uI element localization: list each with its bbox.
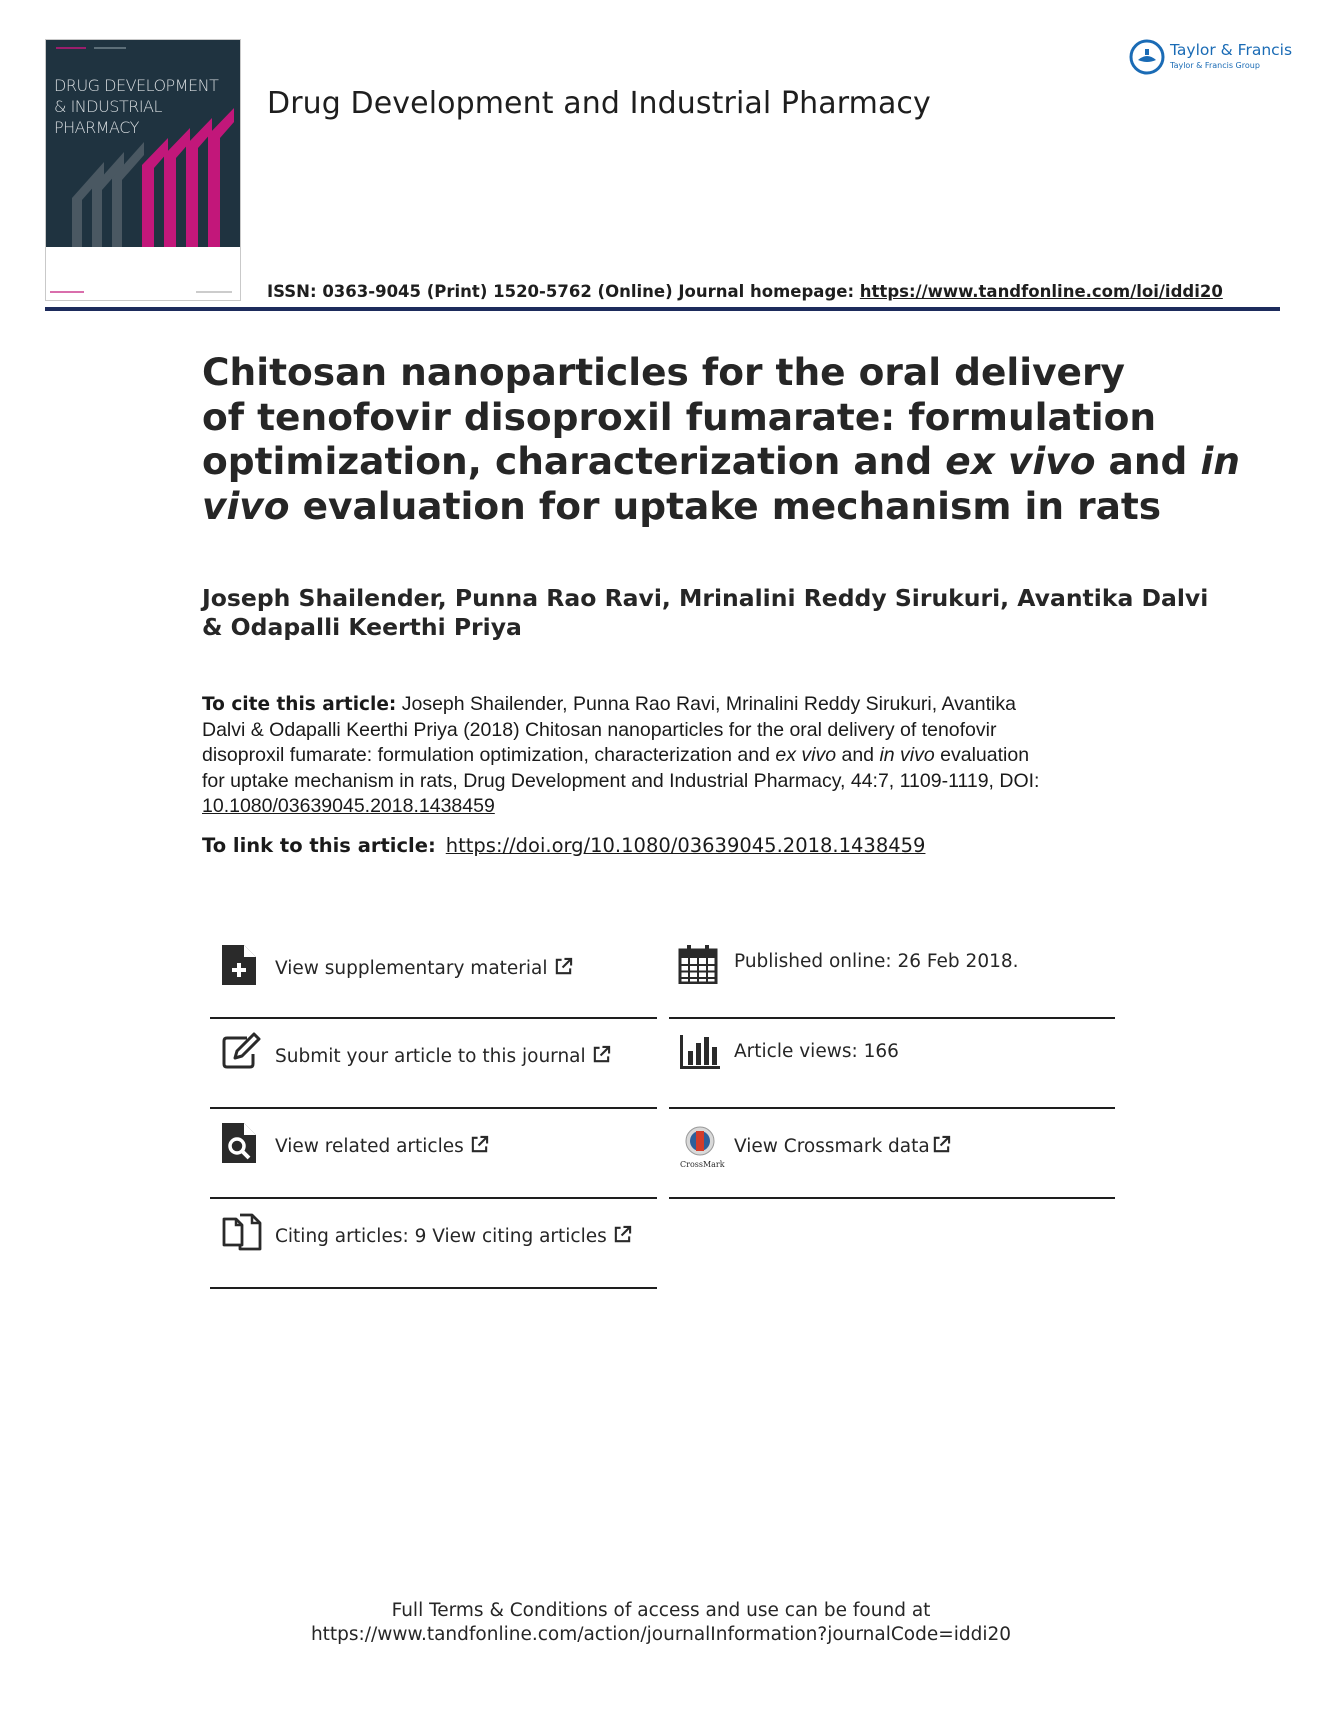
calendar-icon — [678, 944, 718, 984]
citation-text: and — [836, 744, 880, 766]
title-italic: ex vivo — [945, 439, 1096, 483]
submit-article-link[interactable] — [275, 1045, 611, 1067]
crossmark-caption: CrossMark — [680, 1160, 725, 1169]
supplementary-file-icon — [220, 945, 260, 985]
issn-line — [267, 282, 1223, 301]
view-crossmark-link[interactable] — [734, 1135, 951, 1157]
submit-label: Submit your article to this journal — [275, 1046, 586, 1067]
article-views: Article views: 166 — [734, 1041, 899, 1062]
title-italic: in — [1200, 439, 1240, 483]
citation-line — [202, 692, 1122, 718]
crossmark-icon — [680, 1126, 720, 1160]
external-link-icon — [613, 1225, 632, 1244]
citation-text: Joseph Shailender, Punna Rao Ravi, Mrinalini Reddy Sirukuri, Avantika — [396, 693, 1016, 715]
cover-title-line: DRUG DEVELOPMENT — [54, 76, 219, 95]
edit-icon — [221, 1032, 261, 1072]
related-label: View related articles — [275, 1136, 464, 1157]
citation-line — [202, 794, 1122, 820]
article-link-row — [202, 834, 925, 857]
external-link-icon — [592, 1045, 611, 1064]
title-italic: vivo — [202, 483, 290, 528]
footer-url[interactable]: https://www.tandfonline.com/action/journalInformation?journalCode=iddi20 — [310, 1623, 1012, 1645]
title-text: of tenofovir disoproxil fumarate: formulation — [202, 394, 1157, 439]
authors — [202, 584, 1209, 642]
citation-label: To cite this article: — [202, 694, 397, 715]
search-document-icon — [220, 1123, 260, 1163]
view-related-link[interactable] — [275, 1135, 489, 1157]
citation-line: Dalvi & Odapalli Keerthi Priya (2018) Chitosan nanoparticles for the oral delivery of tenofovir — [202, 718, 997, 741]
published-date: Published online: 26 Feb 2018. — [734, 951, 1019, 972]
citation-text: disoproxil fumarate: formulation optimization, characterization and — [202, 744, 776, 766]
title-text: evaluation for uptake mechanism in rats — [289, 483, 1162, 528]
title-line — [202, 350, 1132, 395]
citation-line — [202, 743, 1122, 769]
external-link-icon — [554, 957, 573, 976]
journal-title: Drug Development and Industrial Pharmacy — [267, 86, 931, 121]
publisher-group: Taylor & Francis Group — [1170, 61, 1260, 70]
citation-italic: in vivo — [879, 744, 935, 766]
doi-link[interactable]: 10.1080/03639045.2018.1438459 — [202, 795, 495, 817]
journal-cover — [45, 39, 241, 301]
authors-line: Joseph Shailender, Punna Rao Ravi, Mrinalini Reddy Sirukuri, Avantika Dalvi — [202, 584, 1209, 612]
title-text: and — [1095, 439, 1201, 483]
crossmark-label: View Crossmark data — [734, 1136, 930, 1157]
title-text: optimization, characterization and — [202, 439, 946, 483]
citation-line: for uptake mechanism in rats, Drug Development and Industrial Pharmacy, 44:7, 1109-1119, DOI: — [202, 769, 1040, 792]
view-supplementary-link[interactable] — [275, 957, 573, 979]
footer-terms: Full Terms & Conditions of access and use can be found at — [391, 1600, 931, 1621]
link-label: To link to this article: — [202, 834, 436, 857]
publisher-name: Taylor & Francis — [1170, 41, 1293, 59]
title-line — [202, 483, 1162, 529]
citation-italic: ex vivo — [775, 744, 837, 766]
title-text: Chitosan nanoparticles for the oral delivery — [202, 350, 1125, 394]
supplementary-label: View supplementary material — [275, 958, 548, 979]
issn-text: ISSN: 0363-9045 (Print) 1520-5762 (Online) Journal homepage: — [267, 282, 860, 301]
article-title — [202, 350, 1240, 528]
info-divider — [210, 1287, 657, 1289]
info-divider — [210, 1017, 657, 1019]
cover-title-line: & INDUSTRIAL — [54, 97, 162, 116]
journal-homepage-link[interactable]: https://www.tandfonline.com/loi/iddi20 — [859, 282, 1223, 301]
info-divider — [669, 1197, 1115, 1199]
view-citing-articles-link[interactable] — [275, 1225, 632, 1247]
citing-label: Citing articles: 9 View citing articles — [275, 1226, 607, 1247]
cover-title-line: PHARMACY — [54, 118, 139, 137]
taylor-francis-logo-icon — [1128, 38, 1168, 78]
info-divider — [669, 1017, 1115, 1019]
info-divider — [210, 1107, 657, 1109]
authors-line: & Odapalli Keerthi Priya — [202, 613, 522, 641]
article-doi-link[interactable]: https://doi.org/10.1080/03639045.2018.1438459 — [445, 834, 926, 857]
citation-text: evaluation — [934, 744, 1030, 766]
footer — [0, 1599, 1322, 1646]
citing-documents-icon — [222, 1213, 262, 1253]
title-line — [202, 439, 1240, 484]
external-link-icon — [470, 1135, 489, 1154]
citation-block — [202, 692, 1122, 820]
header-divider — [45, 307, 1280, 311]
external-link-icon — [932, 1135, 951, 1154]
info-divider — [669, 1107, 1115, 1109]
bar-chart-icon — [680, 1033, 720, 1069]
info-divider — [210, 1197, 657, 1199]
title-line — [202, 394, 1157, 440]
